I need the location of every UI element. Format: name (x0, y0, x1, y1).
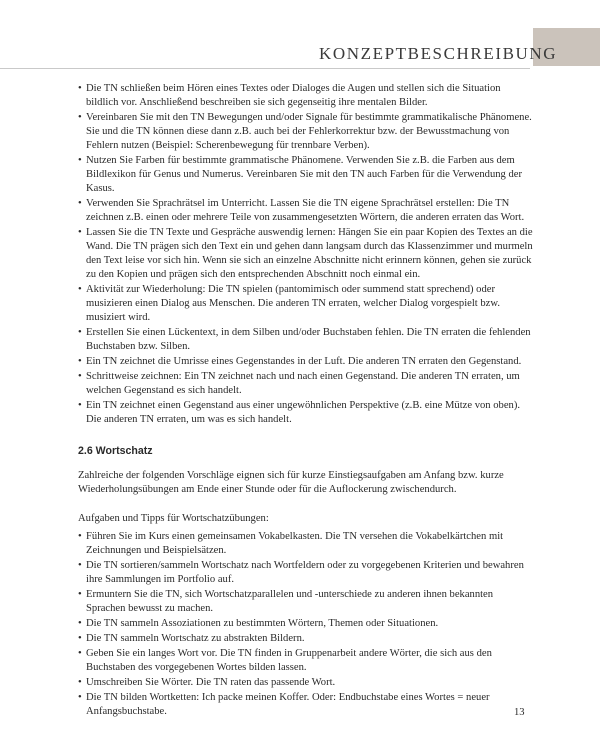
list-item: • Die TN bilden Wortketten: Ich packe meinen Koffer. Oder: Endbuchstabe eines Wortes = neuer Anfangsbuchstabe. (78, 691, 533, 719)
list-item: • Schrittweise zeichnen: Ein TN zeichnet nach und nach einen Gegenstand. Die anderen TN erraten, um welchen Gegenstand es sich handelt. (78, 370, 533, 398)
page-header-title: KONZEPTBESCHREIBUNG (319, 44, 558, 63)
list-item: • Erstellen Sie einen Lückentext, in dem Silben und/oder Buchstaben fehlen. Die TN erraten die fehlenden Buchstaben bzw. Silben. (78, 326, 533, 354)
list-item: • Lassen Sie die TN Texte und Gespräche auswendig lernen: Hängen Sie ein paar Kopien des Textes an die Wand. Die TN prägen sich den Text ein und gehen dann langsam durch das Klassenzimmer und murmeln den Text leise vor sich hin. Wenn sie sich an einzelne Abschnitte nicht erinnern können, gehen sie zurück zu den Kopien und prägen sich den entsprechenden Abschnitt noch einmal ein. (78, 226, 533, 282)
section-intro: Zahlreiche der folgenden Vorschläge eignen sich für kurze Einstiegsaufgaben am Anfang bzw. kurze Wiederholungsübungen am Ende einer Stunde oder für die Auflockerung zwischendurch. (78, 470, 504, 496)
list-item: • Aktivität zur Wiederholung: Die TN spielen (pantomimisch oder summend statt sprechend) oder musizieren einen Dialog aus Menschen. Die anderen TN erraten, welcher Dialog vorgespielt bzw. musiziert wird. (78, 283, 533, 325)
list-item: • Geben Sie ein langes Wort vor. Die TN finden in Gruppenarbeit andere Wörter, die sich aus den Buchstaben des vorgegebenen Wortes bilden lassen. (78, 647, 533, 675)
tips-intro: Aufgaben und Tipps für Wortschatzübungen: (78, 513, 269, 525)
page-content (78, 82, 533, 720)
list-item: • Ermuntern Sie die TN, sich Wortschatzparallelen und -unterschiede zu anderen ihnen bekannten Sprachen bewusst zu machen. (78, 588, 533, 616)
vocabulary-tips-list (78, 530, 533, 719)
list-item: • Umschreiben Sie Wörter. Die TN raten das passende Wort. (78, 676, 533, 690)
list-item: • Verwenden Sie Sprachrätsel im Unterricht. Lassen Sie die TN eigene Sprachrätsel erstellen: Die TN zeichnen z.B. einen oder mehrere Teile von zusammengesetzten Wörtern, die anderen erraten das Wort. (78, 197, 533, 225)
list-item: • Nutzen Sie Farben für bestimmte grammatische Phänomene. Verwenden Sie z.B. die Farben aus dem Bildlexikon für Genus und Numerus. Vereinbaren Sie mit den TN auch Farben für die Verwendung der Kasus. (78, 154, 533, 196)
list-item: • Die TN sammeln Wortschatz zu abstrakten Bildern. (78, 632, 533, 646)
page-number: 13 (514, 707, 525, 718)
section-heading: 2.6 Wortschatz (78, 445, 153, 458)
list-item: • Die TN sortieren/sammeln Wortschatz nach Wortfeldern oder zu vorgegebenen Kriterien und bewahren ihre Sammlungen im Portfolio auf. (78, 559, 533, 587)
list-item: • Vereinbaren Sie mit den TN Bewegungen und/oder Signale für bestimmte grammatikalische Phänomene. Sie und die TN können diese dann z.B. auch bei der Fehlerkorrektur bzw. der Bewusstmachung von Fehlern nutzen (Beispiel: Scherenbewegung für trennbare Verben). (78, 111, 533, 153)
header-divider (0, 68, 530, 69)
list-item: • Die TN schließen beim Hören eines Textes oder Dialoges die Augen und stellen sich die Situation bildlich vor. Anschließend beschreiben sie sich gegenseitig ihre mentalen Bilder. (78, 82, 533, 110)
list-item: • Ein TN zeichnet die Umrisse eines Gegenstandes in der Luft. Die anderen TN erraten den Gegenstand. (78, 355, 533, 369)
methods-list (78, 82, 533, 427)
list-item: • Ein TN zeichnet einen Gegenstand aus einer ungewöhnlichen Perspektive (z.B. eine Mütze von oben). Die anderen TN erraten, um was es sich handelt. (78, 399, 533, 427)
list-item: • Die TN sammeln Assoziationen zu bestimmten Wörtern, Themen oder Situationen. (78, 617, 533, 631)
list-item: • Führen Sie im Kurs einen gemeinsamen Vokabelkasten. Die TN versehen die Vokabelkärtchen mit Zeichnungen und Beispielsätzen. (78, 530, 533, 558)
